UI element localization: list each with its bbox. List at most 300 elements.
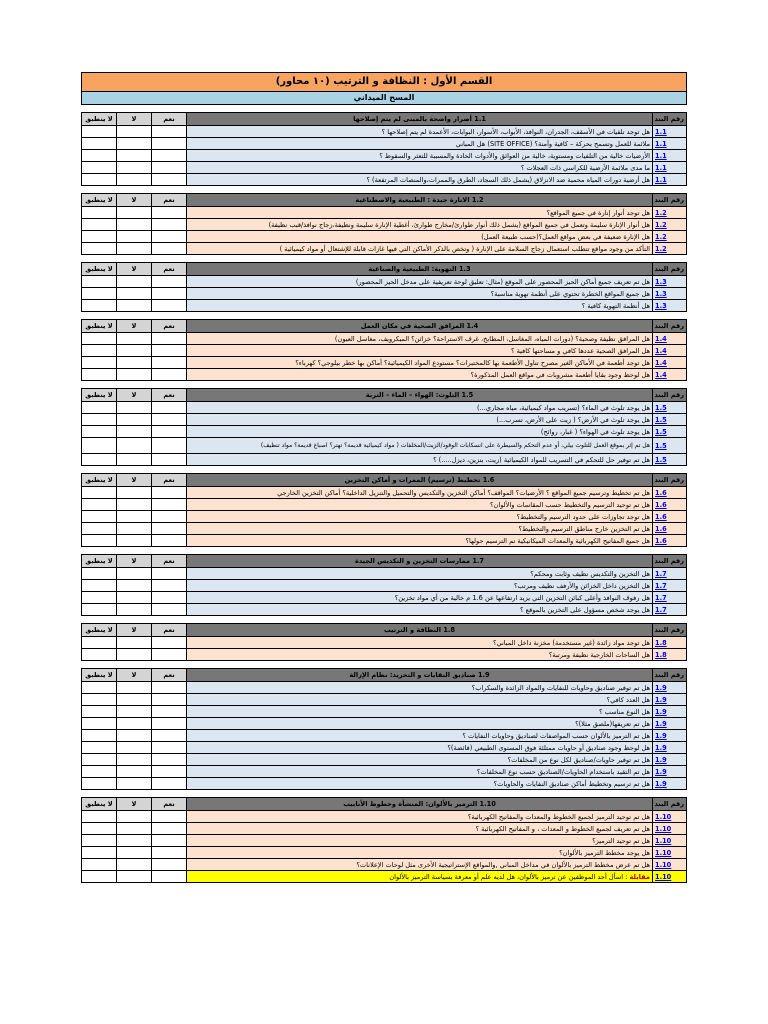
- item-number-link[interactable]: 1.9: [653, 730, 687, 742]
- question-text: [187, 835, 653, 847]
- no-cell[interactable]: [117, 766, 152, 778]
- section-gap: [81, 105, 687, 112]
- checklist-row: [82, 811, 687, 823]
- checklist-row: [82, 523, 687, 535]
- na-cell[interactable]: [82, 766, 117, 778]
- yes-cell[interactable]: [152, 523, 187, 535]
- na-cell[interactable]: [82, 592, 117, 604]
- question-text: [187, 682, 653, 694]
- item-number-link[interactable]: 1.9: [653, 742, 687, 754]
- question-text: [187, 823, 653, 835]
- no-cell[interactable]: [117, 414, 152, 426]
- na-cell[interactable]: [82, 357, 117, 369]
- item-number-link[interactable]: 1.8: [653, 649, 687, 661]
- no-cell[interactable]: [117, 126, 152, 138]
- no-cell[interactable]: [117, 243, 152, 255]
- no-cell[interactable]: [117, 523, 152, 535]
- section-heading: 1.5 التلوث: الهواء – الماء – التربة: [187, 389, 653, 402]
- section-header-row: [82, 113, 687, 126]
- item-number-link[interactable]: 1.3: [653, 276, 687, 288]
- question-text: [187, 730, 653, 742]
- yes-cell[interactable]: [152, 333, 187, 345]
- section-heading: 1.3 التهوية: الطبيعية والصناعية: [187, 263, 653, 276]
- na-cell[interactable]: [82, 487, 117, 499]
- na-cell[interactable]: [82, 288, 117, 300]
- yes-cell[interactable]: [152, 276, 187, 288]
- yes-cell[interactable]: [152, 174, 187, 186]
- yes-cell[interactable]: [152, 162, 187, 174]
- na-cell[interactable]: [82, 730, 117, 742]
- yes-cell[interactable]: [152, 778, 187, 790]
- checklist-row: [82, 243, 687, 255]
- item-number-link[interactable]: 1.4: [653, 369, 687, 381]
- na-cell[interactable]: [82, 649, 117, 661]
- na-cell[interactable]: [82, 243, 117, 255]
- yes-cell[interactable]: [152, 345, 187, 357]
- question-text: [187, 511, 653, 523]
- na-cell[interactable]: [82, 523, 117, 535]
- checklist-row: [82, 742, 687, 754]
- item-number-link[interactable]: 1.9: [653, 706, 687, 718]
- no-cell[interactable]: [117, 730, 152, 742]
- item-number-link[interactable]: 1.7: [653, 592, 687, 604]
- na-cell[interactable]: [82, 438, 117, 454]
- question-text: [187, 859, 653, 871]
- na-cell[interactable]: [82, 300, 117, 312]
- question-text: [187, 174, 653, 186]
- yes-cell[interactable]: [152, 487, 187, 499]
- yes-cell[interactable]: [152, 454, 187, 466]
- item-number-link[interactable]: 1.9: [653, 778, 687, 790]
- no-cell[interactable]: [117, 604, 152, 616]
- na-cell[interactable]: [82, 604, 117, 616]
- checklist-row: [82, 754, 687, 766]
- question-text: [187, 345, 653, 357]
- na-cell[interactable]: [82, 276, 117, 288]
- item-number-link[interactable]: 1.5: [653, 454, 687, 466]
- question-text: [187, 766, 653, 778]
- item-number-link[interactable]: 1.5: [653, 402, 687, 414]
- no-cell[interactable]: [117, 207, 152, 219]
- checklist-section-1: [81, 112, 687, 186]
- question-text: [187, 138, 653, 150]
- checklist-row: [82, 718, 687, 730]
- no-cell[interactable]: [117, 454, 152, 466]
- no-cell[interactable]: [117, 580, 152, 592]
- item-number-link[interactable]: 1.6: [653, 523, 687, 535]
- no-cell[interactable]: [117, 333, 152, 345]
- checklist-row: [82, 706, 687, 718]
- no-cell[interactable]: [117, 219, 152, 231]
- checklist-row: [82, 369, 687, 381]
- yes-cell[interactable]: [152, 126, 187, 138]
- na-cell[interactable]: [82, 811, 117, 823]
- yes-cell[interactable]: [152, 706, 187, 718]
- item-number-link[interactable]: 1.5: [653, 414, 687, 426]
- question-label: هل تم الترميز بالألوان حسب المواصفات لصناديق وحاويات النفايات ؟: [462, 731, 650, 740]
- na-cell[interactable]: [82, 150, 117, 162]
- na-cell[interactable]: [82, 742, 117, 754]
- checklist-row: [82, 333, 687, 345]
- na-cell[interactable]: [82, 706, 117, 718]
- na-cell[interactable]: [82, 426, 117, 438]
- na-cell[interactable]: [82, 454, 117, 466]
- yes-cell[interactable]: [152, 754, 187, 766]
- na-cell[interactable]: [82, 499, 117, 511]
- no-cell[interactable]: [117, 300, 152, 312]
- yes-cell[interactable]: [152, 426, 187, 438]
- yes-cell[interactable]: [152, 592, 187, 604]
- question-label: الأرضيات خالية من التلفيات ومستوية، خالية من العوائق والأدوات الحادة والمسببة للتعثر والسقوط ؟: [379, 151, 650, 160]
- section-header-row: [82, 798, 687, 811]
- question-label: هل تم تخطيط وترسيم جميع المواقع ؟ الأرضيات؟ المواقف؟ أماكن التخزين والتكديس والتحميل والتنزيل الداخلية؟ أماكن التخزين الخارجي: [277, 488, 650, 497]
- item-number-link[interactable]: 1.1: [653, 162, 687, 174]
- question-label: هل تم ترسيم وتخطيط أماكن صناديق النفايات والحاويات؟: [493, 779, 650, 788]
- na-header: لا ينطبق: [82, 474, 117, 487]
- no-cell[interactable]: [117, 426, 152, 438]
- section-heading: 1.2 الانارة جيدة : الطبيعية والاصطناعية: [187, 194, 653, 207]
- na-cell[interactable]: [82, 333, 117, 345]
- section-header-row: [82, 194, 687, 207]
- checklist-row: [82, 231, 687, 243]
- question-text: [187, 333, 653, 345]
- no-cell[interactable]: [117, 357, 152, 369]
- question-text: [187, 694, 653, 706]
- no-cell[interactable]: [117, 871, 152, 883]
- yes-header: نعم: [152, 798, 187, 811]
- item-number-link[interactable]: 1.4: [653, 357, 687, 369]
- yes-cell[interactable]: [152, 138, 187, 150]
- yes-cell[interactable]: [152, 402, 187, 414]
- na-cell[interactable]: [82, 174, 117, 186]
- yes-cell[interactable]: [152, 243, 187, 255]
- item-number-link[interactable]: 1.2: [653, 243, 687, 255]
- na-cell[interactable]: [82, 754, 117, 766]
- checklist-row: [82, 859, 687, 871]
- yes-header: نعم: [152, 624, 187, 637]
- na-cell[interactable]: [82, 535, 117, 547]
- question-label: هل تم التخزين خارج مناطق الترسيم والتخطيط؟: [518, 524, 650, 533]
- na-cell[interactable]: [82, 162, 117, 174]
- yes-cell[interactable]: [152, 207, 187, 219]
- question-text: [187, 778, 653, 790]
- no-cell[interactable]: [117, 835, 152, 847]
- item-number-link[interactable]: 1.6: [653, 487, 687, 499]
- question-text: [187, 300, 653, 312]
- no-cell[interactable]: [117, 649, 152, 661]
- section-title: القسم الأول : النظافة و الترتيب (١٠ محاور): [81, 72, 687, 92]
- yes-cell[interactable]: [152, 730, 187, 742]
- no-cell[interactable]: [117, 847, 152, 859]
- no-cell[interactable]: [117, 369, 152, 381]
- item-number-link[interactable]: 1.7: [653, 604, 687, 616]
- yes-cell[interactable]: [152, 718, 187, 730]
- no-cell[interactable]: [117, 438, 152, 454]
- yes-cell[interactable]: [152, 414, 187, 426]
- question-text: [187, 288, 653, 300]
- item-number-link[interactable]: 1.10: [653, 847, 687, 859]
- question-text: [187, 276, 653, 288]
- question-text: [187, 742, 653, 754]
- yes-cell[interactable]: [152, 300, 187, 312]
- yes-cell[interactable]: [152, 288, 187, 300]
- item-number-link[interactable]: 1.8: [653, 637, 687, 649]
- question-label: هل تم توحيد الترسيم والتخطيط حسب المقاسات والألوان؟: [490, 500, 650, 509]
- no-cell[interactable]: [117, 288, 152, 300]
- yes-cell[interactable]: [152, 438, 187, 454]
- no-cell[interactable]: [117, 637, 152, 649]
- checklist-row: [82, 694, 687, 706]
- checklist-row: [82, 580, 687, 592]
- yes-cell[interactable]: [152, 499, 187, 511]
- item-number-link[interactable]: 1.2: [653, 219, 687, 231]
- na-cell[interactable]: [82, 718, 117, 730]
- checklist-row: [82, 414, 687, 426]
- yes-cell[interactable]: [152, 369, 187, 381]
- no-cell[interactable]: [117, 499, 152, 511]
- item-number-link[interactable]: 1.6: [653, 511, 687, 523]
- na-cell[interactable]: [82, 511, 117, 523]
- question-text: [187, 592, 653, 604]
- na-cell[interactable]: [82, 568, 117, 580]
- na-cell[interactable]: [82, 778, 117, 790]
- item-number-link[interactable]: 1.10: [653, 871, 687, 883]
- item-number-link[interactable]: 1.10: [653, 859, 687, 871]
- question-text: [187, 438, 653, 454]
- na-cell[interactable]: [82, 138, 117, 150]
- item-number-link[interactable]: 1.3: [653, 300, 687, 312]
- no-header: لا: [117, 798, 152, 811]
- na-cell[interactable]: [82, 871, 117, 883]
- yes-cell[interactable]: [152, 219, 187, 231]
- yes-cell[interactable]: [152, 580, 187, 592]
- item-number-link[interactable]: 1.7: [653, 580, 687, 592]
- yes-cell[interactable]: [152, 694, 187, 706]
- na-cell[interactable]: [82, 207, 117, 219]
- item-number-link[interactable]: 1.9: [653, 754, 687, 766]
- checklist-row: [82, 487, 687, 499]
- question-text: [187, 414, 653, 426]
- no-cell[interactable]: [117, 231, 152, 243]
- question-label: هل يوجد تلوث في الهواء؟ ( غبار، روائح): [540, 427, 650, 436]
- question-label: هل تم تعريف جميع أماكن الحيز المحصور على الموقع (مثال: تعليق لوحة تعريفية على مدخل الحيز المحصور): [355, 277, 650, 286]
- item-number-header: رقم البند: [653, 194, 687, 207]
- na-cell[interactable]: [82, 682, 117, 694]
- section-header-row: [82, 389, 687, 402]
- question-text: [187, 487, 653, 499]
- no-cell[interactable]: [117, 742, 152, 754]
- section-heading: 1.4 المرافق الصحية في مكان العمل: [187, 320, 653, 333]
- yes-cell[interactable]: [152, 847, 187, 859]
- no-header: لا: [117, 263, 152, 276]
- yes-header: نعم: [152, 194, 187, 207]
- no-cell[interactable]: [117, 592, 152, 604]
- section-header-row: [82, 624, 687, 637]
- question-label: هل تم تعريف لجميع الخطوط و المعدات ، و المفاتيح الكهربائية ؟: [475, 824, 650, 833]
- item-number-link[interactable]: 1.1: [653, 174, 687, 186]
- yes-cell[interactable]: [152, 871, 187, 883]
- section-header-row: [82, 320, 687, 333]
- na-cell[interactable]: [82, 402, 117, 414]
- no-header: لا: [117, 113, 152, 126]
- section-header-row: [82, 263, 687, 276]
- question-text: [187, 523, 653, 535]
- na-cell[interactable]: [82, 580, 117, 592]
- question-label: التأكد من وجود مواقع تتطلب استعمال زجاج السلامة على الإنارة ( وتخص بالذكر الأماكن التي فيها غازات قابلة للإشتعال أو مواد كيميائية ): [279, 244, 650, 253]
- no-cell[interactable]: [117, 694, 152, 706]
- question-label: هل يوجد تلوث في الماء؟ (تسريب مواد كيميائية، مياه مجاري...): [476, 403, 650, 412]
- na-cell[interactable]: [82, 694, 117, 706]
- item-number-link[interactable]: 1.4: [653, 333, 687, 345]
- no-cell[interactable]: [117, 345, 152, 357]
- checklist-row: [82, 778, 687, 790]
- question-label: هل تم توحيد الترميز؟: [592, 836, 650, 845]
- yes-cell[interactable]: [152, 568, 187, 580]
- question-text: [187, 219, 653, 231]
- section-gap: [81, 381, 687, 388]
- yes-cell[interactable]: [152, 835, 187, 847]
- no-cell[interactable]: [117, 402, 152, 414]
- no-cell[interactable]: [117, 823, 152, 835]
- section-gap: [81, 616, 687, 623]
- no-cell[interactable]: [117, 754, 152, 766]
- item-number-link[interactable]: 1.9: [653, 766, 687, 778]
- no-cell[interactable]: [117, 778, 152, 790]
- section-subtitle: المسح الميداني: [81, 92, 687, 105]
- checklist-section-7: [81, 554, 687, 616]
- no-cell[interactable]: [117, 718, 152, 730]
- no-header: لا: [117, 669, 152, 682]
- yes-cell[interactable]: [152, 823, 187, 835]
- checklist-row: [82, 604, 687, 616]
- item-number-link[interactable]: 1.6: [653, 535, 687, 547]
- no-cell[interactable]: [117, 276, 152, 288]
- no-cell[interactable]: [117, 859, 152, 871]
- checklist-row: [82, 871, 687, 883]
- question-text: [187, 499, 653, 511]
- question-text: [187, 871, 653, 883]
- yes-cell[interactable]: [152, 604, 187, 616]
- yes-cell[interactable]: [152, 231, 187, 243]
- item-number-link[interactable]: 1.4: [653, 345, 687, 357]
- checklist-row: [82, 357, 687, 369]
- no-cell[interactable]: [117, 511, 152, 523]
- question-label: : اسأل أحد الموظفين عن ترميز بالألوان، هل لديه علم أو معرفة بسياسة الترميز بالألوان: [389, 872, 628, 881]
- na-cell[interactable]: [82, 823, 117, 835]
- yes-cell[interactable]: [152, 637, 187, 649]
- no-cell[interactable]: [117, 706, 152, 718]
- yes-cell[interactable]: [152, 742, 187, 754]
- section-gap: [81, 312, 687, 319]
- na-cell[interactable]: [82, 369, 117, 381]
- na-cell[interactable]: [82, 414, 117, 426]
- checklist-section-5: [81, 388, 687, 466]
- no-header: لا: [117, 474, 152, 487]
- checklist-row: [82, 682, 687, 694]
- no-header: لا: [117, 389, 152, 402]
- na-cell[interactable]: [82, 126, 117, 138]
- checklist-section-3: [81, 262, 687, 312]
- checklist-row: [82, 426, 687, 438]
- yes-cell[interactable]: [152, 511, 187, 523]
- no-cell[interactable]: [117, 682, 152, 694]
- item-number-header: رقم البند: [653, 320, 687, 333]
- yes-cell[interactable]: [152, 649, 187, 661]
- no-cell[interactable]: [117, 535, 152, 547]
- yes-cell[interactable]: [152, 150, 187, 162]
- checklist-section-9: [81, 668, 687, 790]
- section-gap: [81, 466, 687, 473]
- question-text: [187, 231, 653, 243]
- item-number-link[interactable]: 1.3: [653, 288, 687, 300]
- no-cell[interactable]: [117, 150, 152, 162]
- item-number-link[interactable]: 1.10: [653, 835, 687, 847]
- item-number-link[interactable]: 1.1: [653, 150, 687, 162]
- na-cell[interactable]: [82, 219, 117, 231]
- item-number-link[interactable]: 1.9: [653, 718, 687, 730]
- item-number-link[interactable]: 1.6: [653, 499, 687, 511]
- item-number-link[interactable]: 1.10: [653, 811, 687, 823]
- yes-cell[interactable]: [152, 682, 187, 694]
- checklist-row: [82, 219, 687, 231]
- item-number-link[interactable]: 1.9: [653, 694, 687, 706]
- na-cell[interactable]: [82, 859, 117, 871]
- yes-header: نعم: [152, 389, 187, 402]
- no-cell[interactable]: [117, 487, 152, 499]
- na-cell[interactable]: [82, 637, 117, 649]
- question-label: هل تم التقيد باستخدام الحاويات/الصناديق حسب نوع المخلفات؟: [476, 767, 650, 776]
- checklist-row: [82, 637, 687, 649]
- no-cell[interactable]: [117, 138, 152, 150]
- item-number-link[interactable]: 1.2: [653, 231, 687, 243]
- na-header: لا ينطبق: [82, 320, 117, 333]
- item-number-link[interactable]: 1.1: [653, 138, 687, 150]
- interview-label: مقابلة: [629, 872, 650, 881]
- item-number-link[interactable]: 1.10: [653, 823, 687, 835]
- item-number-link[interactable]: 1.7: [653, 568, 687, 580]
- question-text: [187, 402, 653, 414]
- na-cell[interactable]: [82, 231, 117, 243]
- no-cell[interactable]: [117, 811, 152, 823]
- checklist-row: [82, 847, 687, 859]
- no-cell[interactable]: [117, 162, 152, 174]
- question-text: [187, 568, 653, 580]
- na-cell[interactable]: [82, 345, 117, 357]
- checklist-row: [82, 499, 687, 511]
- item-number-link[interactable]: 1.5: [653, 426, 687, 438]
- na-cell[interactable]: [82, 847, 117, 859]
- yes-cell[interactable]: [152, 811, 187, 823]
- item-number-header: رقم البند: [653, 389, 687, 402]
- no-cell[interactable]: [117, 174, 152, 186]
- no-cell[interactable]: [117, 568, 152, 580]
- item-number-link[interactable]: 1.1: [653, 126, 687, 138]
- na-cell[interactable]: [82, 835, 117, 847]
- yes-cell[interactable]: [152, 859, 187, 871]
- question-label: هل المرافق الصحية عددها كافي و مساحتها كافية ؟: [510, 346, 650, 355]
- question-label: هل الإنارة ضعيفة في بعض مواقع العمل؟(حسب طبيعة العمل): [481, 232, 650, 241]
- question-label: ما مدى ملائمة الأرضية للكراسي ذات العجلات ؟: [520, 163, 650, 172]
- yes-cell[interactable]: [152, 766, 187, 778]
- section-heading: 1.10 الترميز بالألوان: المنشأة وخطوط الأنابيب: [187, 798, 653, 811]
- item-number-link[interactable]: 1.5: [653, 438, 687, 454]
- item-number-link[interactable]: 1.2: [653, 207, 687, 219]
- question-text: [187, 369, 653, 381]
- yes-cell[interactable]: [152, 357, 187, 369]
- yes-cell[interactable]: [152, 535, 187, 547]
- item-number-link[interactable]: 1.9: [653, 682, 687, 694]
- question-label: هل تم توحيد الترميز لجميع الخطوط والمعدات والمفاتيح الكهربائية؟: [467, 812, 650, 821]
